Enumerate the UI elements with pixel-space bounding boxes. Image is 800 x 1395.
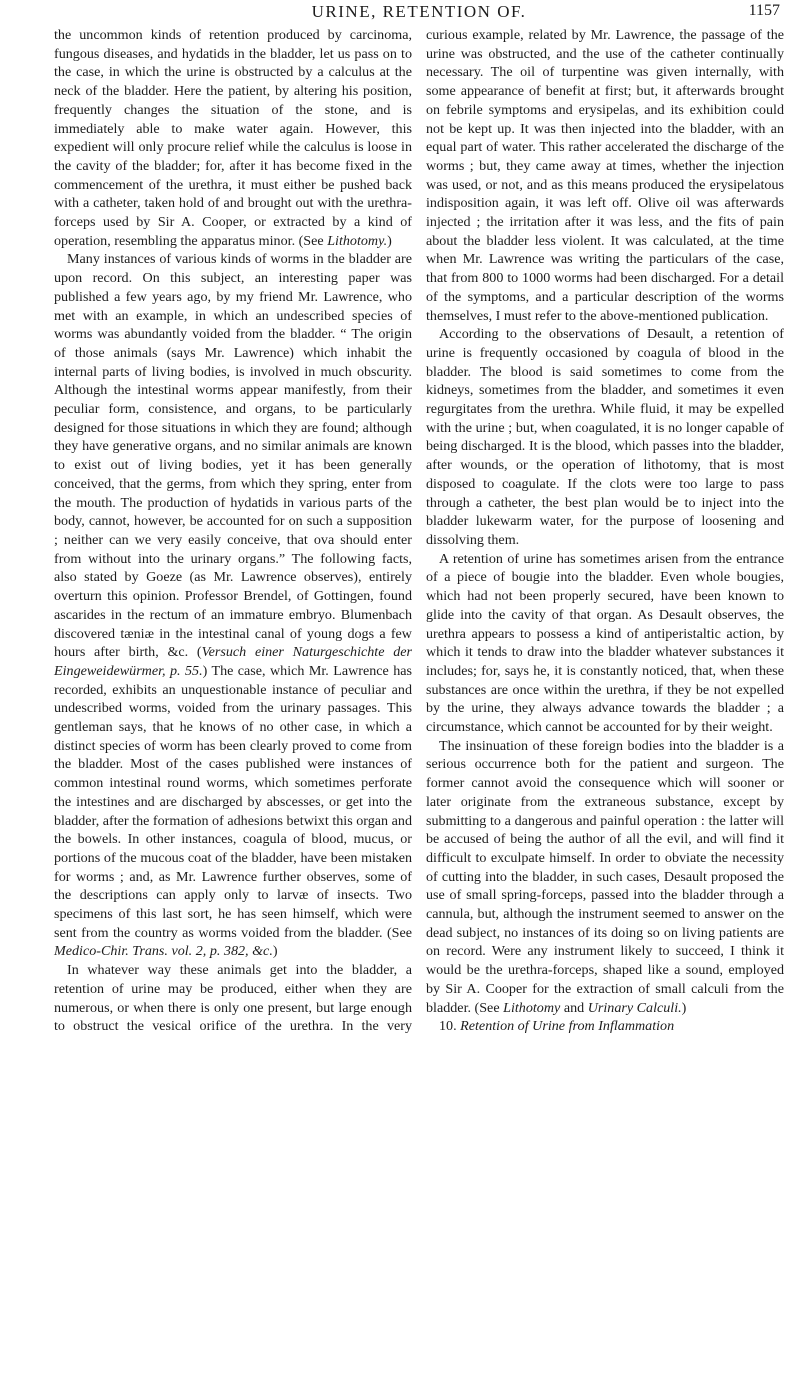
section-heading: [426, 1017, 784, 1036]
paragraph: [54, 250, 412, 961]
section-number: 10.: [439, 1018, 457, 1035]
paragraph: [54, 961, 412, 1036]
paragraph-text: the uncommon kinds of retention produced by carcinoma, fungous diseases, and hydatids in the bladder, let us pass on to the case, in which the urine is obstructed by a calculus at the neck of the bladder. Here the patient, by altering his position, frequently changes the situation of the stone, and is immediately able to make water again. However, this expedient will only procure relief while the calculus is loose in the cavity of the bladder; for, after it has become fixed in the commencement of the urethra, it must either be pushed back with a catheter, taken hold of and brought out with the urethra-forceps used by Sir A. Cooper, or extracted by a kind of operation, resembling the apparatus minor. (See: [54, 27, 412, 249]
paragraph: [54, 26, 412, 250]
paragraph: [426, 325, 784, 549]
citation: Versuch einer Naturgeschichte der Eingeweidewürmer, p. 55.: [54, 644, 412, 679]
page-number: 1157: [748, 2, 780, 19]
cross-reference: Lithotomy.: [327, 232, 388, 249]
paragraph-text: The insinuation of these foreign bodies into the bladder is a serious occurrence both for the patient and surgeon. The former cannot avoid the consequence which will sooner or later originate from the extraneous substance, except by submitting to a dangerous and painful operation : the latter will be accused of being the author of all the evil, and will find it difficult to exculpate himself. In order to obviate the necessity of cutting into the bladder, in such cases, Desault proposed the use of small spring-forceps, passed into the bladder through a cannula, but, although the instrument seemed to answer on the dead subject, no instances of its doing so on living patients are on record. Were any instrument likely to succeed, I think it would be the urethra-forceps, shaped like a sound, employed by Sir A. Cooper for the extraction of small calculi from the bladder. (See: [426, 737, 784, 1016]
cross-reference: Urinary Calculi.: [587, 999, 682, 1016]
paragraph-text: curious example, related by Mr. Lawrence, the passage of the urine was obstructed, and the use of the catheter continually necessary. The oil of turpentine was given internally, with some appearance of benefit at first; but, it afterwards brought on febrile symptoms and erysipelas, and its exhibition could not be kept up. It was then injected into the bladder, with an equal part of water. This rather accelerated the discharge of the worms ; but, they came away at times, whether the injection was used, or not, and as this means produced the erysipelatous indisposition again, it was left off. Olive oil was afterwards injected ; the irritation after it was less, and the fits of pain about the bladder less violent. It was calculated, at the time when Mr. Lawrence was writing the particulars of the case, that from 800 to 1000 worms had been discharged. For a detail of the symptoms, and a particular description of the worms themselves, I must refer to the above-mentioned publication.: [426, 27, 784, 324]
paragraph: [426, 737, 784, 1018]
section-title: Retention of Urine from Inflammation: [460, 1018, 675, 1035]
left-column: [54, 26, 412, 1036]
paragraph-text: ): [272, 943, 278, 960]
cross-reference: Lithotomy: [503, 999, 561, 1016]
running-head-title: URINE, RETENTION OF.: [311, 2, 527, 21]
paragraph-text: ): [387, 232, 392, 249]
paragraph-text: Many instances of various kinds of worms in the bladder are upon record. On this subject, an interesting paper was published a few years ago, by my friend Mr. Lawrence, who met with an example, in which an undescribed species of worms was abundantly voided from the bladder. “ The origin of those animals (says Mr. Lawrence) which inhabit the internal parts of living bodies, is involved in much obscurity. Although the intestinal worms appear manifestly, from their peculiar form, consistence, and organs, to be particularly designed for those situations in which they are found; although they have generative organs, and no similar animals are known to exist out of living bodies, yet it has been generally conceived, that the germs, from which they spring, enter from the mouth. The production of hydatids in various parts of the body, cannot, however, be accounted for on such a supposition ; neither can we very easily conceive, that ova should enter from without into the urinary organs.” The following facts, also stated by Goeze (as Mr. Lawrence observes), entirely overturn this opinion. Professor Brendel, of Gottingen, found ascarides in the rectum of an immature embryo. Blumenbach discovered tæniæ in the intestinal canal of young dogs a few hours after birth, &c. (: [54, 251, 412, 661]
paragraph-text: ) The case, which Mr. Lawrence has recorded, exhibits an unquestionable instance of peculiar and undescribed worms, voided from the urinary passages. This gentleman says, that he knows of no other case, in which a distinct species of worm has been clearly proved to come from the bladder. Most of the cases published were instances of common intestinal round worms, which sometimes perforate the intestines and are discharged by abscesses, or get into the bladder, after the formation of adhesions betwixt this organ and the bowels. In other instances, coagula of blood, mucus, or portions of the mucous coat of the bladder, have been mistaken for worms ; and, as Mr. Lawrence further observes, some of the descriptions can apply only to larvæ of insects. Two specimens of this last sort, he has seen himself, which were sent from the country as worms voided from the bladder. (See: [54, 662, 412, 941]
running-head: [54, 0, 784, 24]
paragraph-text: ): [681, 999, 687, 1016]
paragraph-text: A retention of urine has sometimes arisen from the entrance of a piece of bougie into the bladder. Even whole bougies, which had not been properly secured, have been known to glide into the cavity of that organ. As Desault observes, the urethra appears to possess a kind of antiperistaltic action, by which it tends to draw into the bladder whatever substances it includes; for, says he, it is constantly noticed, that, when these substances are once within the urethra, if they be not expelled by the urine, they always advance towards the bladder ; a circumstance, which cannot be accounted for by their weight.: [426, 550, 784, 736]
paragraph: [426, 550, 784, 737]
paragraph: [426, 26, 784, 325]
paragraph-text: and: [563, 999, 585, 1016]
text-columns: [54, 26, 784, 1036]
paragraph-text: According to the observations of Desault, a retention of urine is frequently occasioned by coagula of blood in the bladder. The blood is said sometimes to come from the kidneys, sometimes from the bladder, and sometimes it even regurgitates from the urethra. While fluid, it may be expelled with the urine ; but, when coagulated, it is no longer capable of being discharged. It is the blood, which passes into the bladder, after wounds, or the operation of lithotomy, that is most disposed to coagulate. If the clots were too large to pass through a catheter, the best plan would be to inject into the bladder lukewarm water, for the purpose of loosening and dissolving them.: [426, 326, 784, 548]
right-column: [426, 26, 784, 1036]
paragraph-text: In whatever way these animals get into the bladder, a retention of urine may be produced, either when they are numerous, or when there is only one present, but large enough to obstruct the vesical orifice of the urethra. In the very: [54, 962, 412, 1035]
citation: Medico-Chir. Trans. vol. 2, p. 382, &c.: [54, 943, 273, 960]
